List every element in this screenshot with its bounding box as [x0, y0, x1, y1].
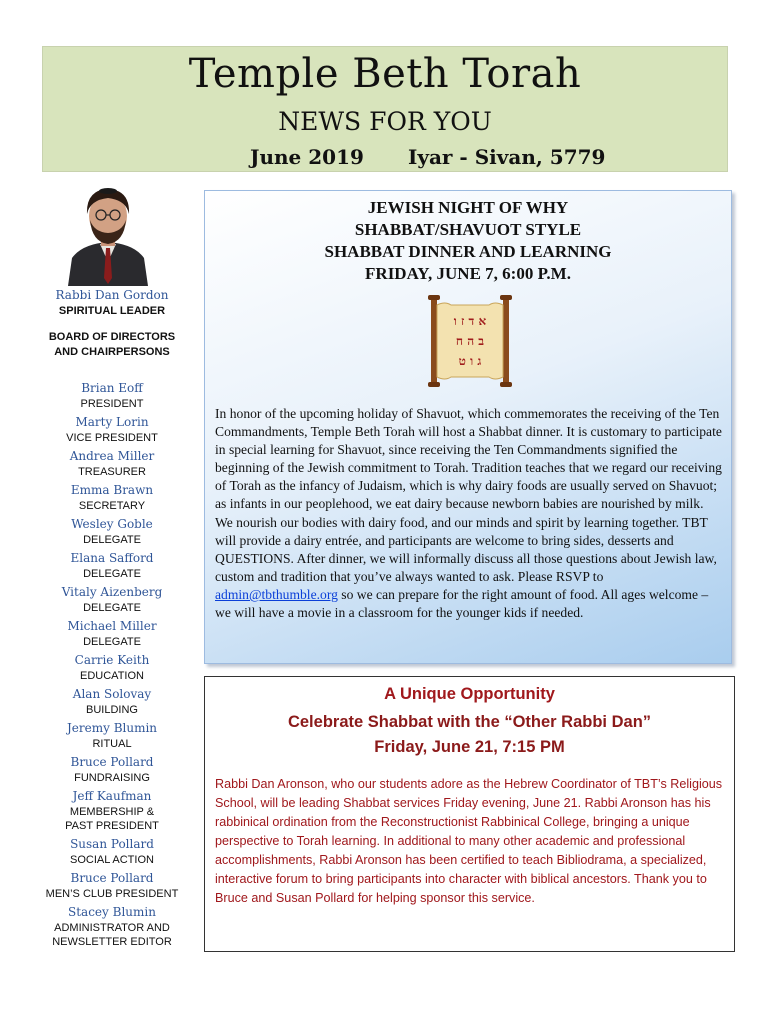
- member-role: TREASURER: [78, 466, 146, 478]
- opportunity-body: Rabbi Dan Aronson, who our students adore as the Hebrew Coordinator of TBT’s Religious School, will be leading Shabbat services Friday evening, June 21. Rabbi Aronson has his rabbinical ordination from the Reconstructionist Rabbinical College, bringing a unique perspective to Torah learning. In additional to many other academic and professional accomplishments, Rabbi Aronson has been certified to teach Bibliodrama, a specialized, interactive forum to bring participants into character with biblical ancestors. Thank you to Bruce and Susan Pollard for helping sponsor this service.: [215, 777, 723, 905]
- article-text: In honor of the upcoming holiday of Shavuot, which commemorates the receiving of the Ten Commandments, Temple Beth Torah will host a Shabbat dinner. It is customary to participate in special learning for Shavuot, since receiving the Ten Commandments signified the beginning of the Jewish commitment to Torah. Tradition teaches that we regard our receiving of Torah as the infancy of Judaism, which is why dairy foods are usually served on Shavuot; as infants in our peoplehood, we eat dairy because newborn babies are nourished by milk. We nourish our bodies with dairy food, and our minds and spirit by learning together. TBT will provide a dairy entrée, and participants are welcome to bring sides, desserts and QUESTIONS. After dinner, we will informally discuss all those questions about Jewish law, custom and tradition that you’ve always wanted to ask. Please RSVP to: [215, 406, 722, 584]
- scroll-letters-row: ג ו ט: [458, 354, 482, 368]
- member-name: Wesley Goble: [71, 517, 153, 531]
- board-member: [30, 482, 194, 516]
- newsletter-subtitle: NEWS FOR YOU: [278, 107, 492, 136]
- board-member: [30, 414, 194, 448]
- member-role: VICE PRESIDENT: [66, 432, 158, 444]
- member-name: Jeremy Blumin: [66, 721, 158, 735]
- sidebar: [30, 286, 194, 952]
- rabbi-title: SPIRITUAL LEADER: [58, 305, 166, 317]
- member-role: ADMINISTRATOR AND: [54, 922, 170, 934]
- member-role: MEMBERSHIP &: [69, 806, 155, 818]
- rsvp-email-link[interactable]: admin@tbthumble.org: [215, 586, 338, 602]
- board-member: [30, 550, 194, 584]
- torah-scroll-icon: [425, 293, 515, 389]
- board-member: [30, 720, 194, 754]
- article-headings: [205, 197, 731, 285]
- board-member: [30, 836, 194, 870]
- board-member: [30, 788, 194, 836]
- member-name: Elana Safford: [70, 551, 154, 565]
- member-name: Bruce Pollard: [70, 755, 154, 769]
- member-name: Jeff Kaufman: [72, 789, 152, 803]
- opportunity-heading: A Unique Opportunity: [384, 685, 555, 703]
- scroll-letters-row: א ד ז ו: [453, 314, 487, 328]
- member-name: Stacey Blumin: [68, 905, 156, 919]
- article-body: [215, 405, 723, 622]
- member-role: SECRETARY: [78, 500, 146, 512]
- board-title-line: BOARD OF DIRECTORS: [48, 331, 176, 343]
- member-role: RITUAL: [92, 738, 132, 750]
- article-text: so we can prepare for the right amount of food. All ages welcome – we will have a movie in a classroom for the younger kids if needed.: [215, 586, 709, 621]
- board-member: [30, 516, 194, 550]
- member-role-line2: NEWSLETTER EDITOR: [52, 936, 172, 948]
- member-role: DELEGATE: [83, 568, 141, 580]
- board-title-line: AND CHAIRPERSONS: [54, 346, 170, 358]
- member-name: Carrie Keith: [74, 653, 150, 667]
- board-member: [30, 652, 194, 686]
- scroll-letters-row: ב ה ח: [455, 334, 485, 348]
- board-member: [30, 448, 194, 482]
- article-heading: FRIDAY, JUNE 7, 6:00 P.M.: [365, 264, 571, 283]
- member-name: Brian Eoff: [81, 381, 143, 395]
- member-role: BUILDING: [86, 704, 138, 716]
- member-name: Vitaly Aizenberg: [61, 585, 163, 599]
- board-title: [30, 330, 194, 360]
- member-role: SOCIAL ACTION: [70, 854, 154, 866]
- board-member: [30, 870, 194, 904]
- member-name: Bruce Pollard: [70, 871, 154, 885]
- board-member: [30, 380, 194, 414]
- board-member: [30, 754, 194, 788]
- rabbi-photo: [62, 178, 154, 286]
- board-member: [30, 904, 194, 952]
- article-heading: SHABBAT DINNER AND LEARNING: [324, 242, 612, 261]
- jewish-night-of-why-article: [204, 190, 732, 664]
- hebrew-date: Iyar - Sivan, 5779: [408, 145, 606, 169]
- rabbi-portrait-image: [62, 178, 154, 286]
- member-name: Susan Pollard: [70, 837, 154, 851]
- newsletter-title: Temple Beth Torah: [188, 51, 582, 97]
- member-role: PRESIDENT: [80, 398, 144, 410]
- opportunity-subheading: Celebrate Shabbat with the “Other Rabbi Dan”: [287, 713, 652, 731]
- member-name: Marty Lorin: [75, 415, 149, 429]
- member-role: DELEGATE: [83, 602, 141, 614]
- member-role: FUNDRAISING: [74, 772, 150, 784]
- board-member: [30, 584, 194, 618]
- newsletter-header: [42, 46, 728, 172]
- member-name: Andrea Miller: [69, 449, 155, 463]
- member-role: DELEGATE: [83, 636, 141, 648]
- member-role: EDUCATION: [80, 670, 144, 682]
- opportunity-date: Friday, June 21, 7:15 PM: [374, 738, 565, 756]
- article-heading: JEWISH NIGHT OF WHY: [367, 198, 569, 217]
- member-role: MEN’S CLUB PRESIDENT: [45, 888, 179, 900]
- article-heading: SHABBAT/SHAVUOT STYLE: [354, 220, 582, 239]
- board-member: [30, 618, 194, 652]
- issue-date: June 2019: [250, 145, 364, 169]
- member-name: Alan Solovay: [72, 687, 152, 701]
- member-name: Emma Brawn: [70, 483, 154, 497]
- member-role-line2: PAST PRESIDENT: [65, 820, 159, 832]
- member-name: Michael Miller: [67, 619, 157, 633]
- member-role: DELEGATE: [83, 534, 141, 546]
- rabbi-name: Rabbi Dan Gordon: [55, 288, 169, 302]
- board-member: [30, 686, 194, 720]
- unique-opportunity-article: [204, 676, 735, 952]
